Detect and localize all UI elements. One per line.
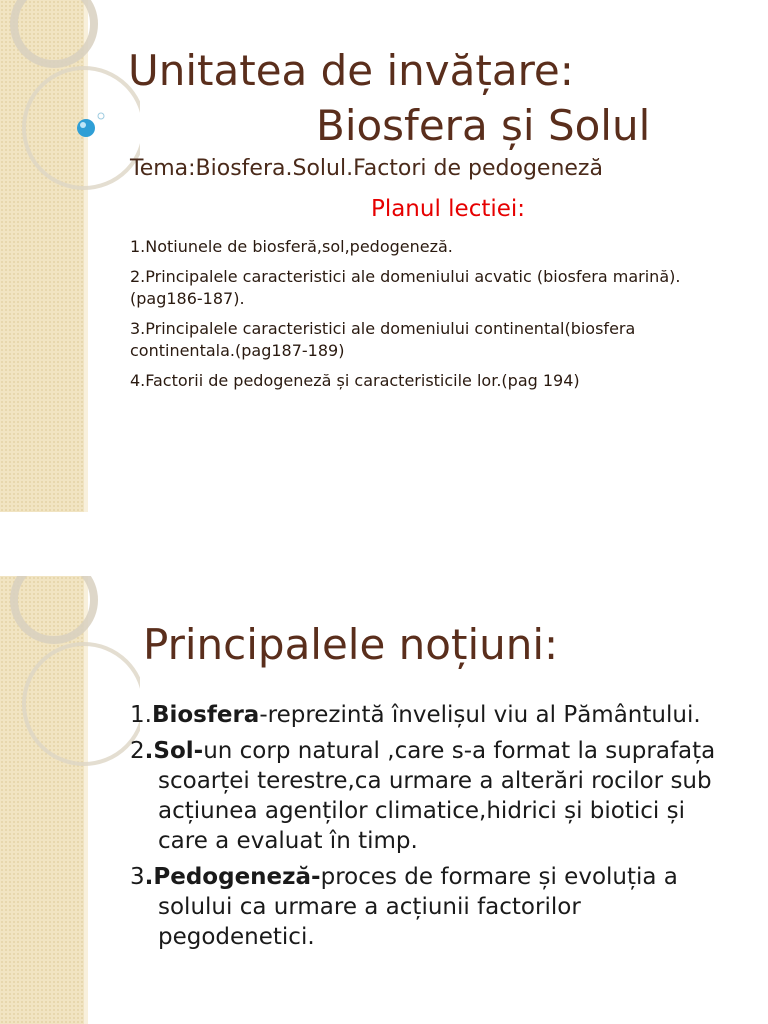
notion-definition: un corp natural ,care s-a format la suprafața scoarței terestre,ca urmare a alterări rocilor sub acțiunea agenților climatice,hidrici și biotici și care a evaluat în timp.: [158, 738, 716, 854]
notion-definition: -reprezintă învelișul viu al Pământului.: [259, 702, 701, 728]
plan-heading: Planul lectiei:: [370, 196, 526, 222]
title-line-1: Unitatea de invățare:: [128, 46, 574, 95]
notions-list: [130, 700, 740, 958]
lesson-topic: Tema:Biosfera.Solul.Factori de pedogeneză: [130, 156, 603, 181]
slide-title: [128, 44, 650, 153]
notion-item: 3.Pedogeneză-proces de formare și evoluția a solului ca urmare a acțiunii factorilor pegodenetici.: [130, 864, 678, 950]
notion-term: .Pedogeneză-: [144, 864, 321, 890]
plan-item: 1.Notiunele de biosferă,sol,pedogeneză.: [130, 237, 453, 256]
plan-item: 2.Principalele caracteristici ale domeniului acvatic (biosfera marină).(pag186-187).: [130, 267, 681, 308]
notion-item: 2.Sol-un corp natural ,care s-a format la suprafața scoarței terestre,ca urmare a alterări rocilor sub acțiunea agenților climatice,hidrici și biotici și care a evaluat în timp.: [130, 738, 716, 854]
notion-term: .Sol-: [144, 738, 204, 764]
notion-definition: proces de formare și evoluția a solului ca urmare a acțiunii factorilor pegodenetici.: [158, 864, 678, 950]
plan-list: [130, 236, 730, 400]
slide-gap: [0, 512, 768, 576]
slide-title: Principalele noțiuni:: [143, 620, 559, 669]
notion-item: 1.Biosfera-reprezintă învelișul viu al Pământului.: [130, 702, 701, 728]
notion-term: Biosfera: [151, 702, 260, 728]
plan-item: 4.Factorii de pedogeneză și caracteristicile lor.(pag 194): [130, 371, 580, 390]
accent-dot-icon: [77, 119, 95, 137]
decorative-circles: [0, 576, 140, 836]
slide-2: [0, 576, 768, 1024]
title-line-2: Biosfera și Solul: [316, 100, 651, 150]
plan-item: 3.Principalele caracteristici ale domeniului continental(biosfera continentala.(pag187-189): [130, 319, 636, 360]
